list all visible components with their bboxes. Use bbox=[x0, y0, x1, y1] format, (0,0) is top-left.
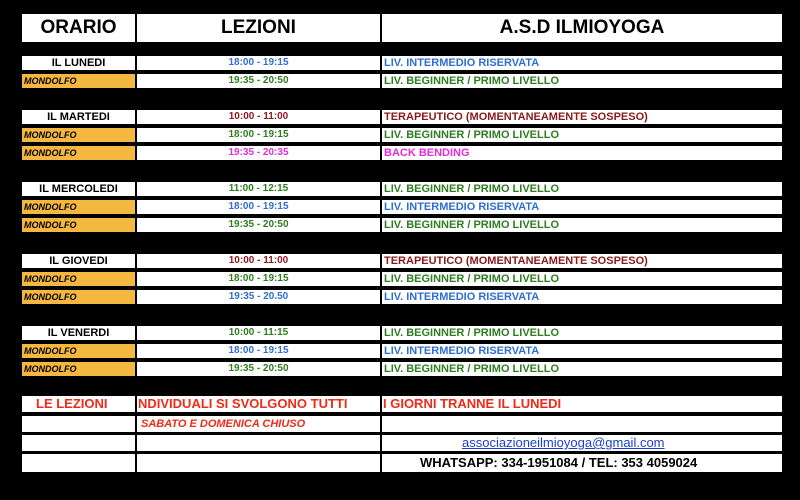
session-time: 19:35 - 20.50 bbox=[137, 290, 380, 304]
session-lesson: LIV. BEGINNER / PRIMO LIVELLO bbox=[382, 74, 782, 88]
session-time: 18:00 - 19:15 bbox=[137, 56, 380, 70]
session-lesson: TERAPEUTICO (MOMENTANEAMENTE SOSPESO) bbox=[382, 110, 782, 124]
session-time: 19:35 - 20:50 bbox=[137, 362, 380, 376]
weekend-row bbox=[22, 416, 782, 432]
session-lesson: LIV. INTERMEDIO RISERVATA bbox=[382, 200, 782, 214]
location-label: MONDOLFO bbox=[22, 128, 135, 142]
table-row bbox=[22, 74, 782, 88]
table-row bbox=[22, 344, 782, 358]
session-time: 19:35 - 20:50 bbox=[137, 218, 380, 232]
email-link[interactable]: associazioneilmioyoga@gmail.com bbox=[462, 435, 665, 450]
location-label: MONDOLFO bbox=[22, 362, 135, 376]
session-lesson: LIV. BEGINNER / PRIMO LIVELLO bbox=[382, 218, 782, 232]
table-row bbox=[22, 182, 782, 196]
day-name: IL GIOVEDI bbox=[22, 254, 135, 268]
location-label: MONDOLFO bbox=[22, 74, 135, 88]
location-label: MONDOLFO bbox=[22, 200, 135, 214]
table-row bbox=[22, 326, 782, 340]
session-time: 18:00 - 19:15 bbox=[137, 200, 380, 214]
session-lesson: LIV. BEGINNER / PRIMO LIVELLO bbox=[382, 362, 782, 376]
table-row bbox=[22, 56, 782, 70]
table-row bbox=[22, 146, 782, 160]
table-row bbox=[22, 362, 782, 376]
session-time: 18:00 - 19:15 bbox=[137, 344, 380, 358]
session-lesson: TERAPEUTICO (MOMENTANEAMENTE SOSPESO) bbox=[382, 254, 782, 268]
session-lesson: LIV. BEGINNER / PRIMO LIVELLO bbox=[382, 128, 782, 142]
table-row bbox=[22, 272, 782, 286]
session-time: 11:00 - 12:15 bbox=[137, 182, 380, 196]
location-label: MONDOLFO bbox=[22, 344, 135, 358]
session-time: 19:35 - 20:50 bbox=[137, 74, 380, 88]
weekend-closed-text: SABATO E DOMENICA CHIUSO bbox=[141, 418, 306, 430]
session-time: 10:00 - 11:15 bbox=[137, 326, 380, 340]
session-lesson: LIV. BEGINNER / PRIMO LIVELLO bbox=[382, 272, 782, 286]
notice-text-3: I GIORNI TRANNE IL LUNEDI bbox=[383, 396, 562, 411]
table-row bbox=[22, 200, 782, 214]
table-row bbox=[22, 218, 782, 232]
session-lesson: BACK BENDING bbox=[382, 146, 782, 160]
notice-row bbox=[22, 396, 782, 412]
email-row bbox=[22, 435, 782, 451]
session-time: 19:35 - 20:35 bbox=[137, 146, 380, 160]
session-time: 18:00 - 19:15 bbox=[137, 272, 380, 286]
notice-text-1: LE LEZIONI bbox=[36, 396, 108, 411]
table-row bbox=[22, 110, 782, 124]
day-name: IL LUNEDI bbox=[22, 56, 135, 70]
session-lesson: LIV. INTERMEDIO RISERVATA bbox=[382, 56, 782, 70]
schedule-header bbox=[22, 14, 782, 42]
notice-text-2: NDIVIDUALI SI SVOLGONO TUTTI bbox=[138, 396, 348, 411]
day-name: IL MARTEDI bbox=[22, 110, 135, 124]
phone-row bbox=[22, 454, 782, 472]
table-row bbox=[22, 254, 782, 268]
header-association: A.S.D ILMIOYOGA bbox=[382, 14, 782, 42]
location-label: MONDOLFO bbox=[22, 146, 135, 160]
phone-contacts: WHATSAPP: 334-1951084 / TEL: 353 4059024 bbox=[420, 455, 698, 470]
session-lesson: LIV. INTERMEDIO RISERVATA bbox=[382, 344, 782, 358]
location-label: MONDOLFO bbox=[22, 218, 135, 232]
session-lesson: LIV. BEGINNER / PRIMO LIVELLO bbox=[382, 182, 782, 196]
session-time: 10:00 - 11:00 bbox=[137, 254, 380, 268]
table-row bbox=[22, 128, 782, 142]
location-label: MONDOLFO bbox=[22, 290, 135, 304]
table-row bbox=[22, 290, 782, 304]
header-lezioni: LEZIONI bbox=[137, 14, 380, 42]
header-orario: ORARIO bbox=[22, 14, 135, 42]
location-label: MONDOLFO bbox=[22, 272, 135, 286]
session-time: 18:00 - 19:15 bbox=[137, 128, 380, 142]
session-time: 10:00 - 11:00 bbox=[137, 110, 380, 124]
session-lesson: LIV. BEGINNER / PRIMO LIVELLO bbox=[382, 326, 782, 340]
session-lesson: LIV. INTERMEDIO RISERVATA bbox=[382, 290, 782, 304]
day-name: IL MERCOLEDI bbox=[22, 182, 135, 196]
day-name: IL VENERDI bbox=[22, 326, 135, 340]
